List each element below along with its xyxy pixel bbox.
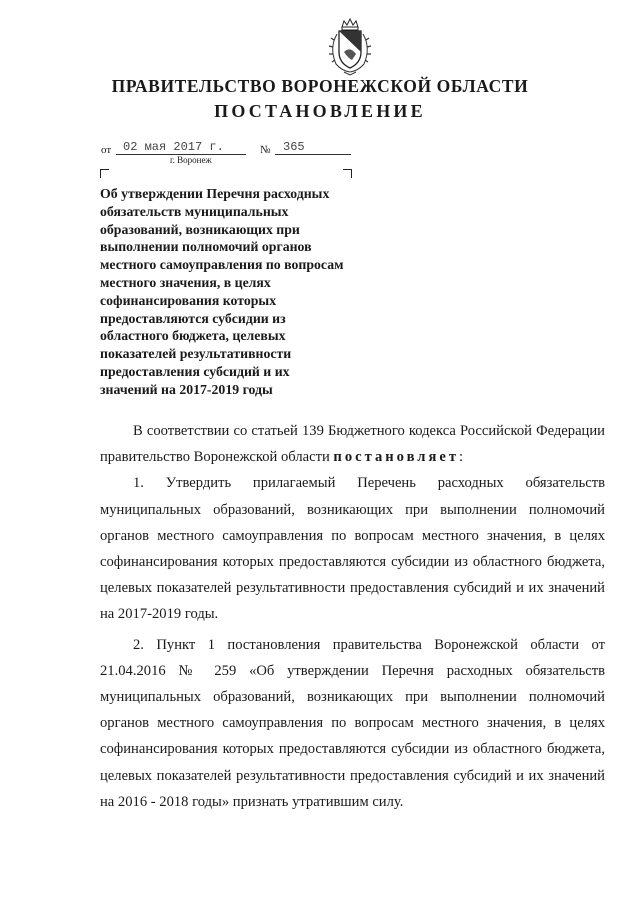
subject-line: Об утверждении Перечня расходных [100, 186, 330, 201]
number-value: 365 [283, 140, 305, 154]
preamble-tail: : [459, 449, 464, 466]
subject-line: значений на 2017-2019 годы [100, 381, 273, 397]
number-prefix: № [260, 144, 271, 156]
subject-corner-left [100, 169, 109, 178]
preamble-paragraph [100, 418, 605, 470]
preamble-emphasis: постановляет [333, 449, 460, 466]
subject-line: обязательств муниципальных [100, 203, 289, 219]
subject-line: предоставления субсидий и их [100, 363, 290, 379]
subject-line: областного бюджета, целевых [100, 328, 286, 344]
subject-line: образований, возникающих при [100, 221, 300, 237]
subject-line: показателей результативности [100, 346, 292, 362]
subject-line: местного значения, в целях [100, 274, 271, 290]
date-prefix: от [101, 144, 112, 156]
document-subject [100, 185, 370, 399]
subject-corner-right [343, 169, 352, 178]
document-type: ПОСТАНОВЛЕНИЕ [214, 101, 426, 121]
item-paragraph-2: 2. Пункт 1 постановления правительства Воронежской области от 21.04.2016 № 259 «Об утверждении Перечня расходных обязательств муниципальных образований, возникающих при выполнении полномочий органов местного самоуправления по вопросам местного значения, в целях софинансирования которых предоставляются субсидии из областного бюджета, целевых показателей результативности предоставления субсидий и их значений на 2016 - 2018 годы» признать утратившим силу. [100, 636, 605, 810]
date-number-row [101, 137, 361, 159]
subject-line: предоставляются субсидии из [100, 310, 286, 326]
item-paragraph-1: 1. Утвердить прилагаемый Перечень расходных обязательств муниципальных образований, возникающих при выполнении полномочий органов местного самоуправления по вопросам местного значения, в целях софинансирования которых предоставляются субсидии из областного бюджета, целевых показателей результативности предоставления субсидий и их значений на 2017-2019 годы. [100, 475, 605, 623]
subject-line: местного самоуправления по вопросам [100, 257, 344, 273]
city-label: г. Воронеж [170, 155, 212, 165]
subject-line: выполнении полномочий органов [100, 239, 312, 255]
preamble-text: В соответствии со статьей 139 Бюджетного кодекса Российской Федерации правительство Воронежской области [100, 423, 605, 466]
subject-line: софинансирования которых [100, 292, 277, 308]
number-underline [275, 154, 351, 155]
voronezh-coat-of-arms-icon [324, 18, 376, 76]
date-value: 02 мая 2017 г. [123, 140, 224, 154]
document-body [100, 418, 605, 815]
government-title: ПРАВИТЕЛЬСТВО ВОРОНЕЖСКОЙ ОБЛАСТИ [111, 76, 529, 96]
